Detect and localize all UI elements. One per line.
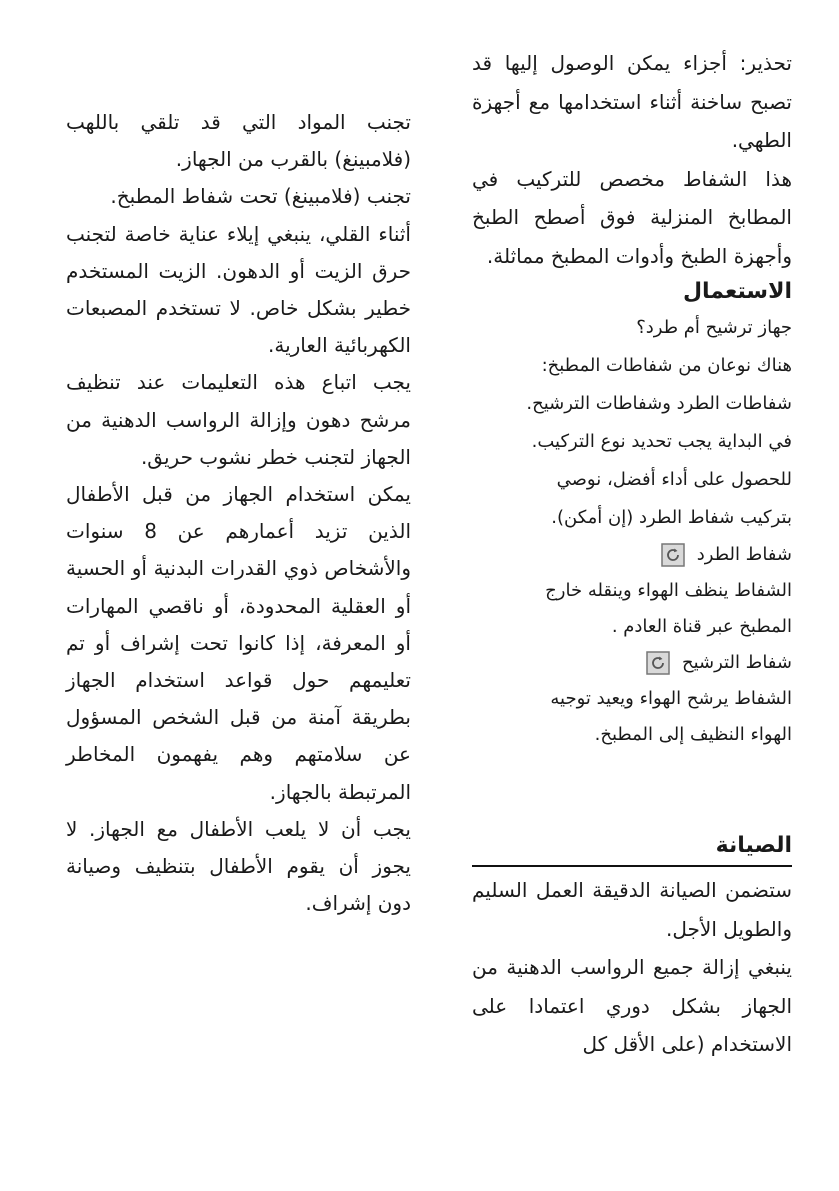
usage-line: جهاز ترشيح أم طرد؟	[636, 317, 792, 338]
hood-recirculation-icon	[646, 651, 670, 675]
children-usage-paragraph: يمكن استخدام الجهاز من قبل الأطفال الذين تزيد أعمارهم عن 8 سنوات والأشخاص ذوي القدرات البدنية أو الحسية أو العقلية المحدودة، أو ناقصي المهارات أو المعرفة، إذا كانوا تحت إشراف أو تم تعليمهم حول قواعد استخدام الجهاز بطريقة آمنة من قبل الشخص المسؤول عن سلامتهم وهم يفهمون المخاطر المرتبطة بالجهاز.	[66, 482, 412, 804]
left-column	[66, 104, 411, 922]
extraction-description-line: الشفاط ينظف الهواء وينقله خارج	[545, 580, 792, 601]
usage-line: في البداية يجب تحديد نوع التركيب.	[531, 431, 792, 452]
recirculation-description-line: الشفاط يرشح الهواء ويعيد توجيه	[550, 688, 792, 709]
usage-line: بتركيب شفاط الطرد (إن أمكن).	[551, 507, 792, 528]
flambe-warning-paragraph: تجنب المواد التي قد تلقي باللهب (فلامبينغ) بالقرب من الجهاز.	[66, 110, 411, 172]
usage-heading: الاستعمال	[682, 279, 792, 304]
children-play-paragraph: يجب أن لا يلعب الأطفال مع الجهاز. لا يجوز أن يقوم الأطفال بتنظيف وصيانة دون إشراف.	[66, 816, 411, 916]
extraction-description-line: المطبخ عبر قناة العادم .	[611, 616, 792, 637]
right-column	[472, 44, 792, 1064]
grease-paragraph: ينبغي إزالة جميع الرواسب الدهنية من الجهاز بشكل دوري اعتمادا على الاستخدام (على الأقل كل	[472, 955, 792, 1056]
section-spacer	[472, 753, 792, 829]
usage-line: شفاطات الطرد وشفاطات الترشيح.	[526, 393, 792, 414]
grease-filter-instructions-paragraph: يجب اتباع هذه التعليمات عند تنظيف مرشح دهون وإزالة الرواسب الدهنية من الجهاز لتجنب خطر نشوب حريق.	[66, 370, 411, 469]
extraction-mode-label-row	[472, 537, 792, 573]
usage-line: هناك نوعان من شفاطات المطبخ:	[541, 355, 792, 376]
recirculation-description-line: الهواء النظيف إلى المطبخ.	[594, 724, 792, 745]
recirculation-mode-label-row	[472, 645, 792, 681]
recirculation-label: شفاط الترشيح	[681, 652, 792, 673]
flambe-under-hood-paragraph: تجنب (فلامبينغ) تحت شفاط المطبخ.	[110, 184, 411, 209]
maintenance-paragraph: ستضمن الصيانة الدقيقة العمل السليم والطويل الأجل.	[472, 878, 792, 941]
usage-section	[472, 309, 792, 537]
maintenance-heading: الصيانة	[472, 829, 792, 867]
purpose-paragraph: هذا الشفاط مخصص للتركيب في المطابخ المنزلية فوق أصطح الطبخ وأجهزة الطبخ وأدوات المطبخ مماثلة.	[472, 166, 792, 268]
usage-line: للحصول على أداء أفضل، نوصي	[556, 469, 792, 490]
extraction-label: شفاط الطرد	[696, 544, 792, 565]
frying-caution-paragraph: أثناء القلي، ينبغي إيلاء عناية خاصة لتجنب حرق الزيت أو الدهون. الزيت المستخدم خطير بشكل خاص. لا تستخدم المصبعات الكهربائية العارية.	[66, 221, 411, 358]
hood-extraction-icon	[661, 543, 685, 567]
warning-paragraph: تحذير: أجزاء يمكن الوصول إليها قد تصبح ساخنة أثناء استخدامها مع أجهزة الطهي.	[472, 51, 792, 152]
